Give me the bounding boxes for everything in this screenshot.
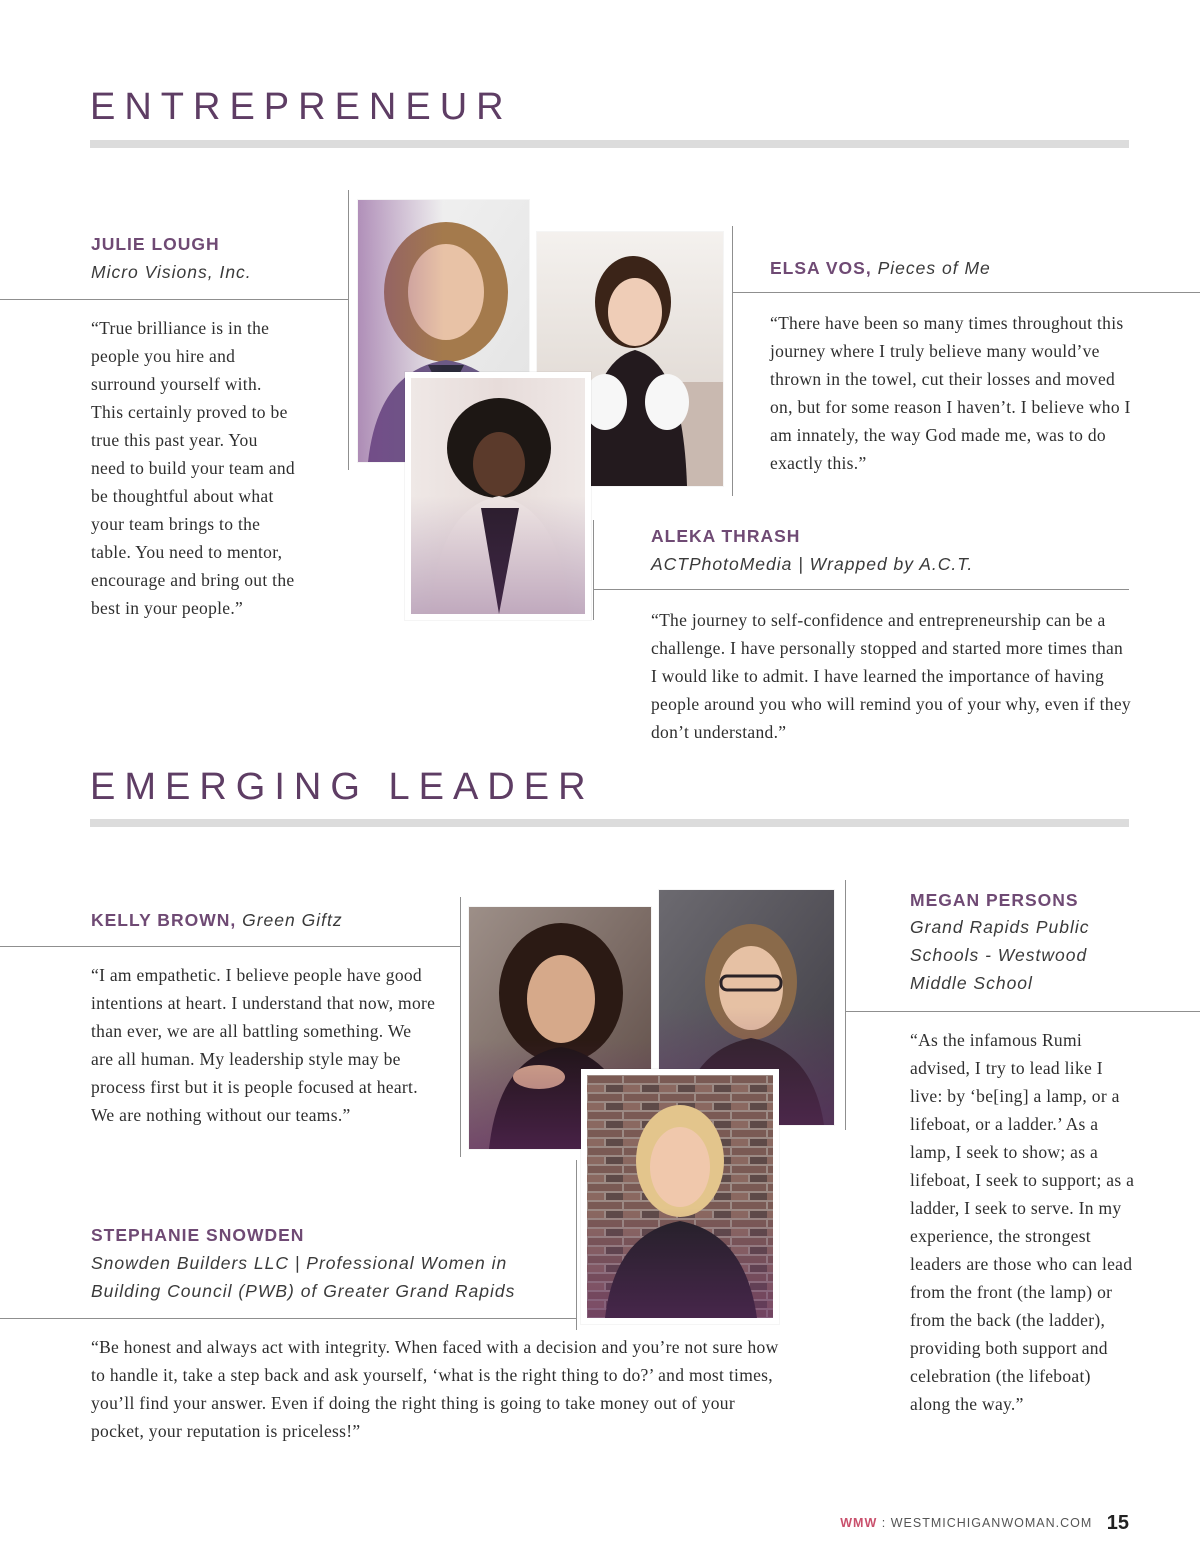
section-divider	[90, 140, 1129, 148]
profile-name-stephanie: STEPHANIE SNOWDEN	[91, 1225, 305, 1245]
rule	[576, 1160, 577, 1330]
rule	[732, 226, 733, 496]
profile-org-julie: Micro Visions, Inc.	[91, 262, 252, 282]
profile-org-kelly: Green Giftz	[242, 910, 343, 930]
section-divider	[90, 819, 1129, 827]
profile-org-elsa: Pieces of Me	[877, 258, 991, 278]
profile-quote-aleka: “The journey to self-confidence and entrepreneurship can be a challenge. I have personally stopped and started more times than I would like to admit. I have learned the importance of having people around you who will remind you of your why, even if they don’t understand.”	[651, 610, 1131, 742]
profile-name-kelly: KELLY BROWN, Green Giftz	[91, 910, 343, 930]
profile-name-elsa: ELSA VOS, Pieces of Me	[770, 258, 991, 278]
rule	[0, 946, 460, 947]
profile-name-megan: MEGAN PERSONS	[910, 890, 1079, 910]
profile-org-aleka: ACTPhotoMedia | Wrapped by A.C.T.	[651, 554, 974, 574]
profile-quote-julie: “True brilliance is in the people you hire and surround yourself with. This certainly proved to be true this past year. You need to build your team and be thoughtful about what your team brings to the table. You need to mentor, encourage and bring out the best in your people.”	[91, 318, 295, 618]
profile-quote-elsa: “There have been so many times throughout this journey where I truly believe many would’ve thrown in the towel, cut their losses and moved on, but for some reason I haven’t. I believe who I am innately, the way God made me, was to do exactly this.”	[770, 313, 1131, 473]
rule	[845, 880, 846, 1130]
rule	[0, 1318, 576, 1319]
page-footer	[840, 1512, 1129, 1535]
rule	[845, 1011, 1200, 1012]
profile-quote-stephanie: “Be honest and always act with integrity. When faced with a decision and you’re not sure how to handle it, take a step back and ask yourself, ‘what is the right thing to do?’ and most times, you’ll find your answer. Even if doing the right thing is going to take money out of your pocket, your reputation is priceless!”	[91, 1337, 779, 1441]
profile-quote-kelly: “I am empathetic. I believe people have good intentions at heart. I understand that now, more than ever, we are all battling something. We are all human. My leadership style may be process first but it is people focused at heart. We are nothing without our teams.”	[91, 965, 436, 1125]
profile-org-megan: Grand Rapids Public Schools - Westwood Middle School	[910, 917, 1090, 993]
section-title-emerging-leader: EMERGING LEADER	[90, 766, 595, 808]
section-title-entrepreneur: ENTREPRENEUR	[90, 86, 513, 128]
profile-name-aleka: ALEKA THRASH	[651, 526, 801, 546]
page-number: 15	[1106, 1512, 1129, 1534]
footer-site: WESTMICHIGANWOMAN.COM	[890, 1516, 1093, 1530]
rule	[0, 299, 348, 300]
profile-org-stephanie: Snowden Builders LLC | Professional Women in Building Council (PWB) of Greater Grand Rapids	[91, 1253, 516, 1301]
footer-separator: :	[881, 1516, 887, 1530]
rule	[732, 292, 1200, 293]
profile-quote-megan: “As the infamous Rumi advised, I try to lead like I live: by ‘be[ing] a lamp, or a lifeboat, or a ladder.’ As a lamp, I seek to show; as a lifeboat, I seek to support; as a ladder, I seek to serve. In my experience, the strongest leaders are those who can lead from the front (the lamp) or from the back (the ladder), providing both support and celebration (the lifeboat) along the way.”	[910, 1030, 1135, 1414]
footer-brand: WMW	[840, 1516, 878, 1530]
photo-aleka-thrash	[405, 372, 591, 620]
rule	[460, 897, 461, 1157]
rule	[593, 520, 594, 620]
profile-name-julie: JULIE LOUGH	[91, 234, 220, 254]
photo-stephanie-snowden	[581, 1069, 779, 1324]
rule	[593, 589, 1129, 590]
rule	[348, 190, 349, 470]
